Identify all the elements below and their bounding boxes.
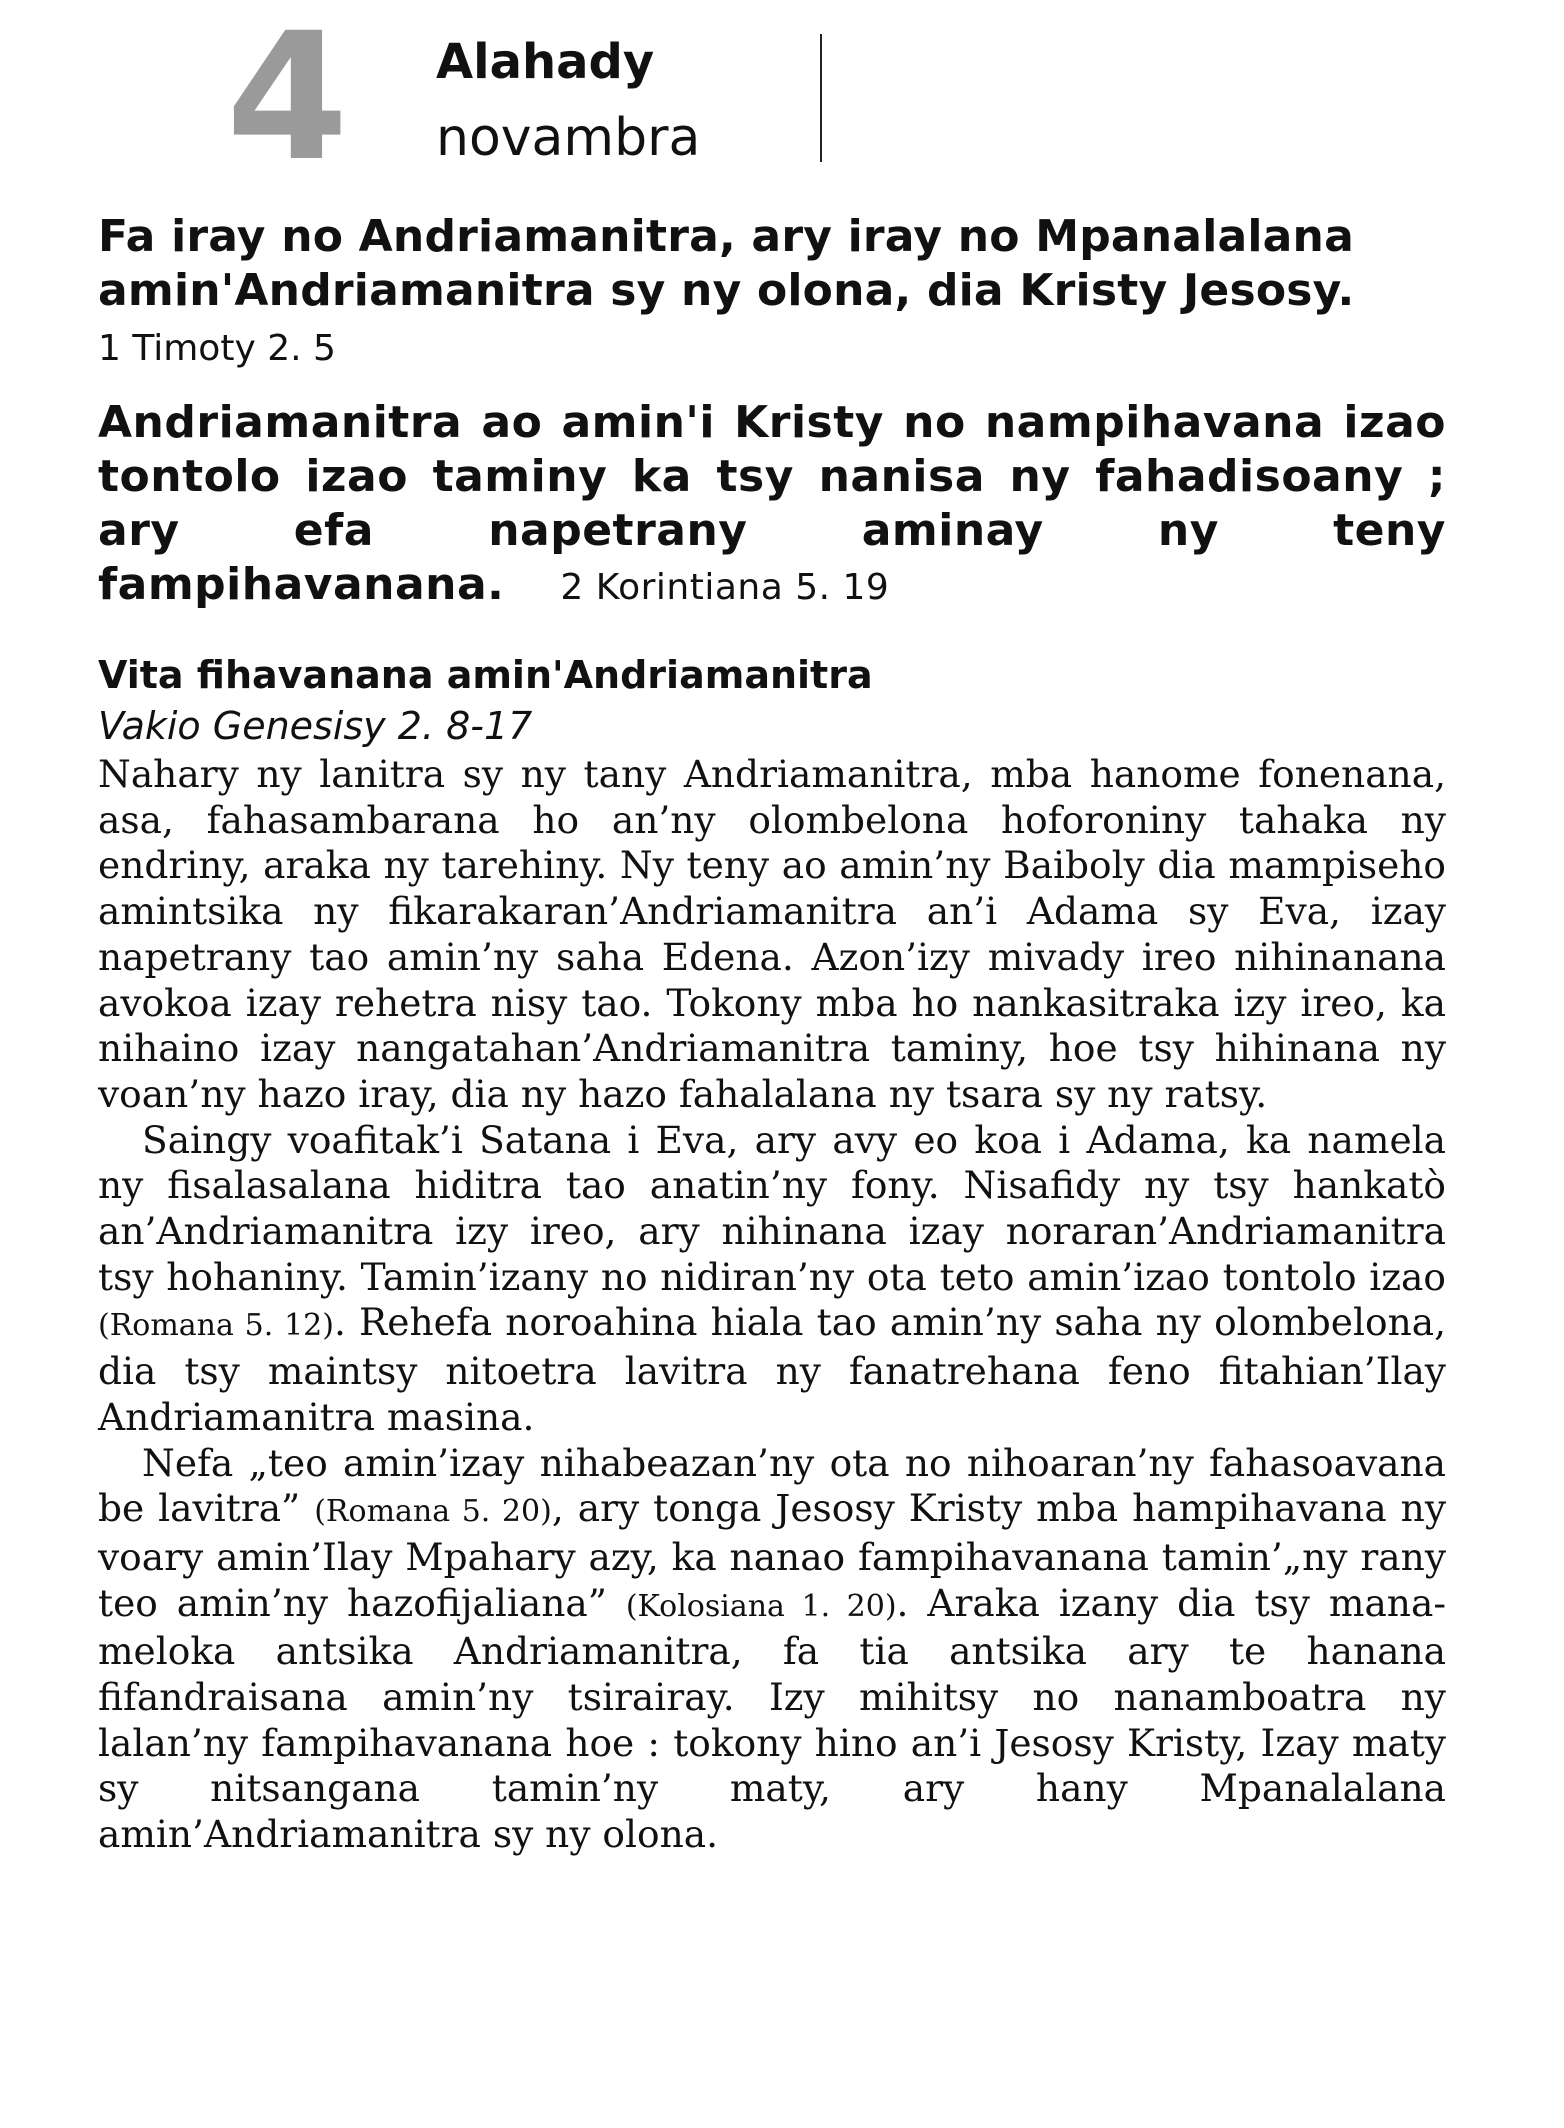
paragraph-3-text-b: , ary tonga Jesosy Kristy mba hampihavana ny voary amin’Ilay Mpahary azy, ka nanao fampihavanana tamin’„ny rany teo amin’ny hazofijaliana” bbox=[98, 1486, 1447, 1625]
verse-2-block bbox=[98, 396, 1446, 615]
paragraph-2-text-a: Saingy voafitak’i Satana i Eva, ary avy eo koa i Adama, ka namela ny fisalasalana hiditra tao anatin’ny fony. Nisafidy ny tsy hankatò an’Andriamanitra izy ireo, ary nihinana izay noraran’Andriamanitra tsy hohaniny. Tamin’izany no nidiran’ny ota teto amin’izao tontolo izao bbox=[98, 1117, 1446, 1299]
verse-1 bbox=[98, 210, 1446, 374]
weekday-label: Alahady bbox=[436, 34, 655, 90]
paragraph-2 bbox=[98, 1118, 1446, 1441]
verse-2 bbox=[98, 396, 1446, 615]
paragraph-1: Nahary ny lanitra sy ny tany Andriamanitra, mba hanome fonenana, asa, fahasambarana ho an’ny olombelona hoforoniny tahaka ny endriny, araka ny tarehiny. Ny teny ao amin’ny Baiboly dia mampiseho amintsika ny fikarakaran’Andriamanitra an’i Adama sy Eva, izay napetrany tao amin’ny saha Edena. Azon’izy mivady ireo nihinanana avokoa izay rehetra nisy tao. Tokony mba ho nankasitraka izy ireo, ka nihaino izay nangatahan’Andriamanitra taminy, hoe tsy hihinana ny voan’ny hazo iray, dia ny hazo fahalalana ny tsara sy ny ratsy. bbox=[98, 752, 1446, 1116]
paragraph-2-text-b: . Rehefa noroahina hiala tao amin’ny saha ny olombelona, dia tsy maintsy nitoetra lavitra ny fanatrehana feno fitahian’Ilay Andriamanitra masina. bbox=[98, 1300, 1447, 1439]
month-label: novambra bbox=[436, 108, 701, 168]
verse-1-reference: 1 Timoty 2. 5 bbox=[98, 328, 336, 369]
day-number: 4 bbox=[226, 0, 345, 200]
devotion bbox=[98, 650, 1446, 1858]
verse-2-text: Andriamanitra ao amin'i Kristy no nampihavana izao tontolo izao taminy ka tsy nanisa ny fahadisoany ; ary efa napetrany aminay ny teny fampihavanana. bbox=[98, 397, 1446, 610]
devotion-title: Vita fihavanana amin'Andriamanitra bbox=[98, 653, 873, 697]
verse-2-reference: 2 Korintiana 5. 19 bbox=[560, 567, 890, 608]
header-divider bbox=[820, 34, 822, 162]
paragraph-2-reference: (Romana 5. 12) bbox=[98, 1308, 334, 1344]
paragraph-3-text-c: . Araka izany dia tsy manameloka antsika Andriamanitra, fa tia antsika ary te hanana fifandraisana amin’ny tsirairay. Izy mihitsy no nanamboatra ny lalan’ny fampihavanana hoe : tokony hino an’i Jesosy Kristy, Izay maty sy nitsangana tamin’ny maty, ary hany Mpanalalana amin’Andriamanitra sy ny olona. bbox=[98, 1580, 1446, 1857]
paragraph-3-reference-2: (Kolosiana 1. 20) bbox=[625, 1588, 897, 1624]
devotion-reading: Vakio Genesisy 2. 8-17 bbox=[98, 704, 533, 748]
paragraph-3-reference-1: (Romana 5. 20) bbox=[314, 1494, 552, 1530]
verse-1-text: Fa iray no Andriamanitra, ary iray no Mpanalalana amin'Andriamanitra sy ny olona, dia Kristy Jesosy. bbox=[98, 211, 1355, 316]
paragraph-3-text-a: Nefa „teo amin’izay nihabeazan’ny ota no nihoaran’ny fahasoavana be lavitra” bbox=[98, 1440, 1446, 1531]
paragraph-3 bbox=[98, 1441, 1446, 1858]
